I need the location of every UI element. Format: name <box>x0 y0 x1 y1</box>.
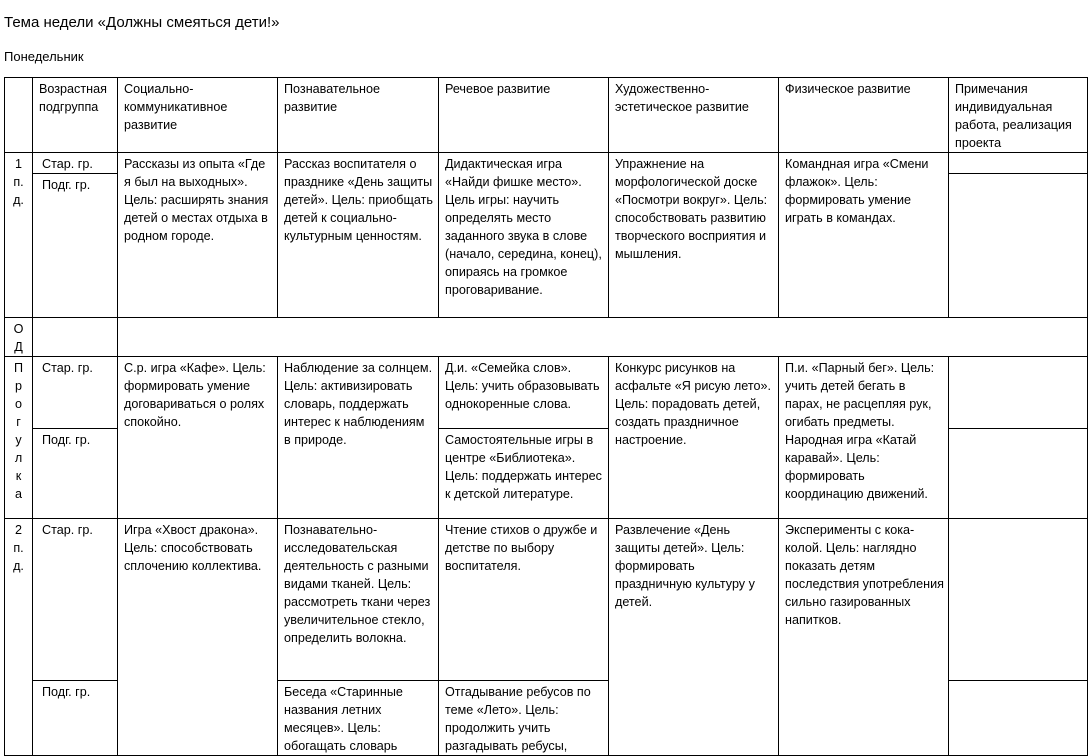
header-social: Социально-коммуникативное развитие <box>118 78 278 153</box>
group-prep: Подг. гр. <box>33 681 118 756</box>
block1-art: Упражнение на морфологической доске «Посмотри вокруг». Цель: способствовать развитию творческого восприятия и мышления. <box>609 153 779 318</box>
block2-notes-senior <box>949 519 1088 681</box>
header-age: Возрастная подгруппа <box>33 78 118 153</box>
group-senior: Стар. гр. <box>33 519 118 681</box>
table-row <box>5 153 1088 174</box>
block1-notes-prep <box>949 174 1088 318</box>
walk-notes-senior <box>949 357 1088 429</box>
block1-label: 1 п. д. <box>5 153 33 318</box>
block2-notes-prep <box>949 681 1088 756</box>
group-prep: Подг. гр. <box>33 174 118 318</box>
block1-physical: Командная игра «Смени флажок». Цель: формировать умение играть в командах. <box>779 153 949 318</box>
table-row <box>5 519 1088 681</box>
group-prep: Подг. гр. <box>33 429 118 519</box>
walk-physical: П.и. «Парный бег». Цель: учить детей бегать в парах, не расцепляя рук, огибать предметы. Народная игра «Катай каравай». Цель: формировать координацию движений. <box>779 357 949 519</box>
block2-speech-senior: Чтение стихов о дружбе и детстве по выбору воспитателя. <box>439 519 609 681</box>
page-title: Тема недели «Должны смеяться дети!» <box>4 14 280 31</box>
block1-social: Рассказы из опыта «Где я был на выходных». Цель: расширять знания детей о местах отдыха в родном городе. <box>118 153 278 318</box>
walk-art: Конкурс рисунков на асфальте «Я рисую лето». Цель: порадовать детей, создать праздничное настроение. <box>609 357 779 519</box>
walk-speech-prep: Самостоятельные игры в центре «Библиотека». Цель: поддержать интерес к детской литературе. <box>439 429 609 519</box>
walk-notes-prep <box>949 429 1088 519</box>
header-cognitive: Познавательное развитие <box>278 78 439 153</box>
header-corner <box>5 78 33 153</box>
od-content <box>118 318 1088 357</box>
group-senior: Стар. гр. <box>33 153 118 174</box>
od-group <box>33 318 118 357</box>
block2-cognitive-prep: Беседа «Старинные названия летних месяцев». Цель: обогащать словарь <box>278 681 439 756</box>
block2-label: 2 п. д. <box>5 519 33 756</box>
od-label: О Д <box>5 318 33 357</box>
block2-speech-prep: Отгадывание ребусов по теме «Лето». Цель: продолжить учить разгадывать ребусы, <box>439 681 609 756</box>
table-header-row <box>5 78 1088 153</box>
block1-speech: Дидактическая игра «Найди фишке место». Цель игры: научить определять место заданного звука в слове (начало, середина, конец), опираясь на громкое проговаривание. <box>439 153 609 318</box>
walk-speech-senior: Д.и. «Семейка слов». Цель: учить образовывать однокоренные слова. <box>439 357 609 429</box>
walk-cognitive: Наблюдение за солнцем. Цель: активизировать словарь, поддержать интерес к наблюдениям в природе. <box>278 357 439 519</box>
group-senior: Стар. гр. <box>33 357 118 429</box>
day-label: Понедельник <box>4 49 84 64</box>
plan-table <box>4 77 1088 756</box>
block1-cognitive: Рассказ воспитателя о празднике «День защиты детей». Цель: приобщать детей к социально-культурным ценностям. <box>278 153 439 318</box>
header-physical: Физическое развитие <box>779 78 949 153</box>
walk-social: С.р. игра «Кафе». Цель: формировать умение договариваться о ролях спокойно. <box>118 357 278 519</box>
block2-social: Игра «Хвост дракона». Цель: способствовать сплочению коллектива. <box>118 519 278 756</box>
header-speech: Речевое развитие <box>439 78 609 153</box>
table-row <box>5 318 1088 357</box>
block2-cognitive-senior: Познавательно-исследовательская деятельность с разными видами тканей. Цель: рассмотреть ткани через увеличительное стекло, определить волокна. <box>278 519 439 681</box>
header-notes: Примечания индивидуальная работа, реализация проекта <box>949 78 1088 153</box>
walk-label: П р о г у л к а <box>5 357 33 519</box>
table-row <box>5 357 1088 429</box>
block2-physical: Эксперименты с кока-колой. Цель: наглядно показать детям последствия употребления сильно газированных напитков. <box>779 519 949 756</box>
block1-notes-senior <box>949 153 1088 174</box>
header-art: Художественно-эстетическое развитие <box>609 78 779 153</box>
block2-art: Развлечение «День защиты детей». Цель: формировать праздничную культуру у детей. <box>609 519 779 756</box>
